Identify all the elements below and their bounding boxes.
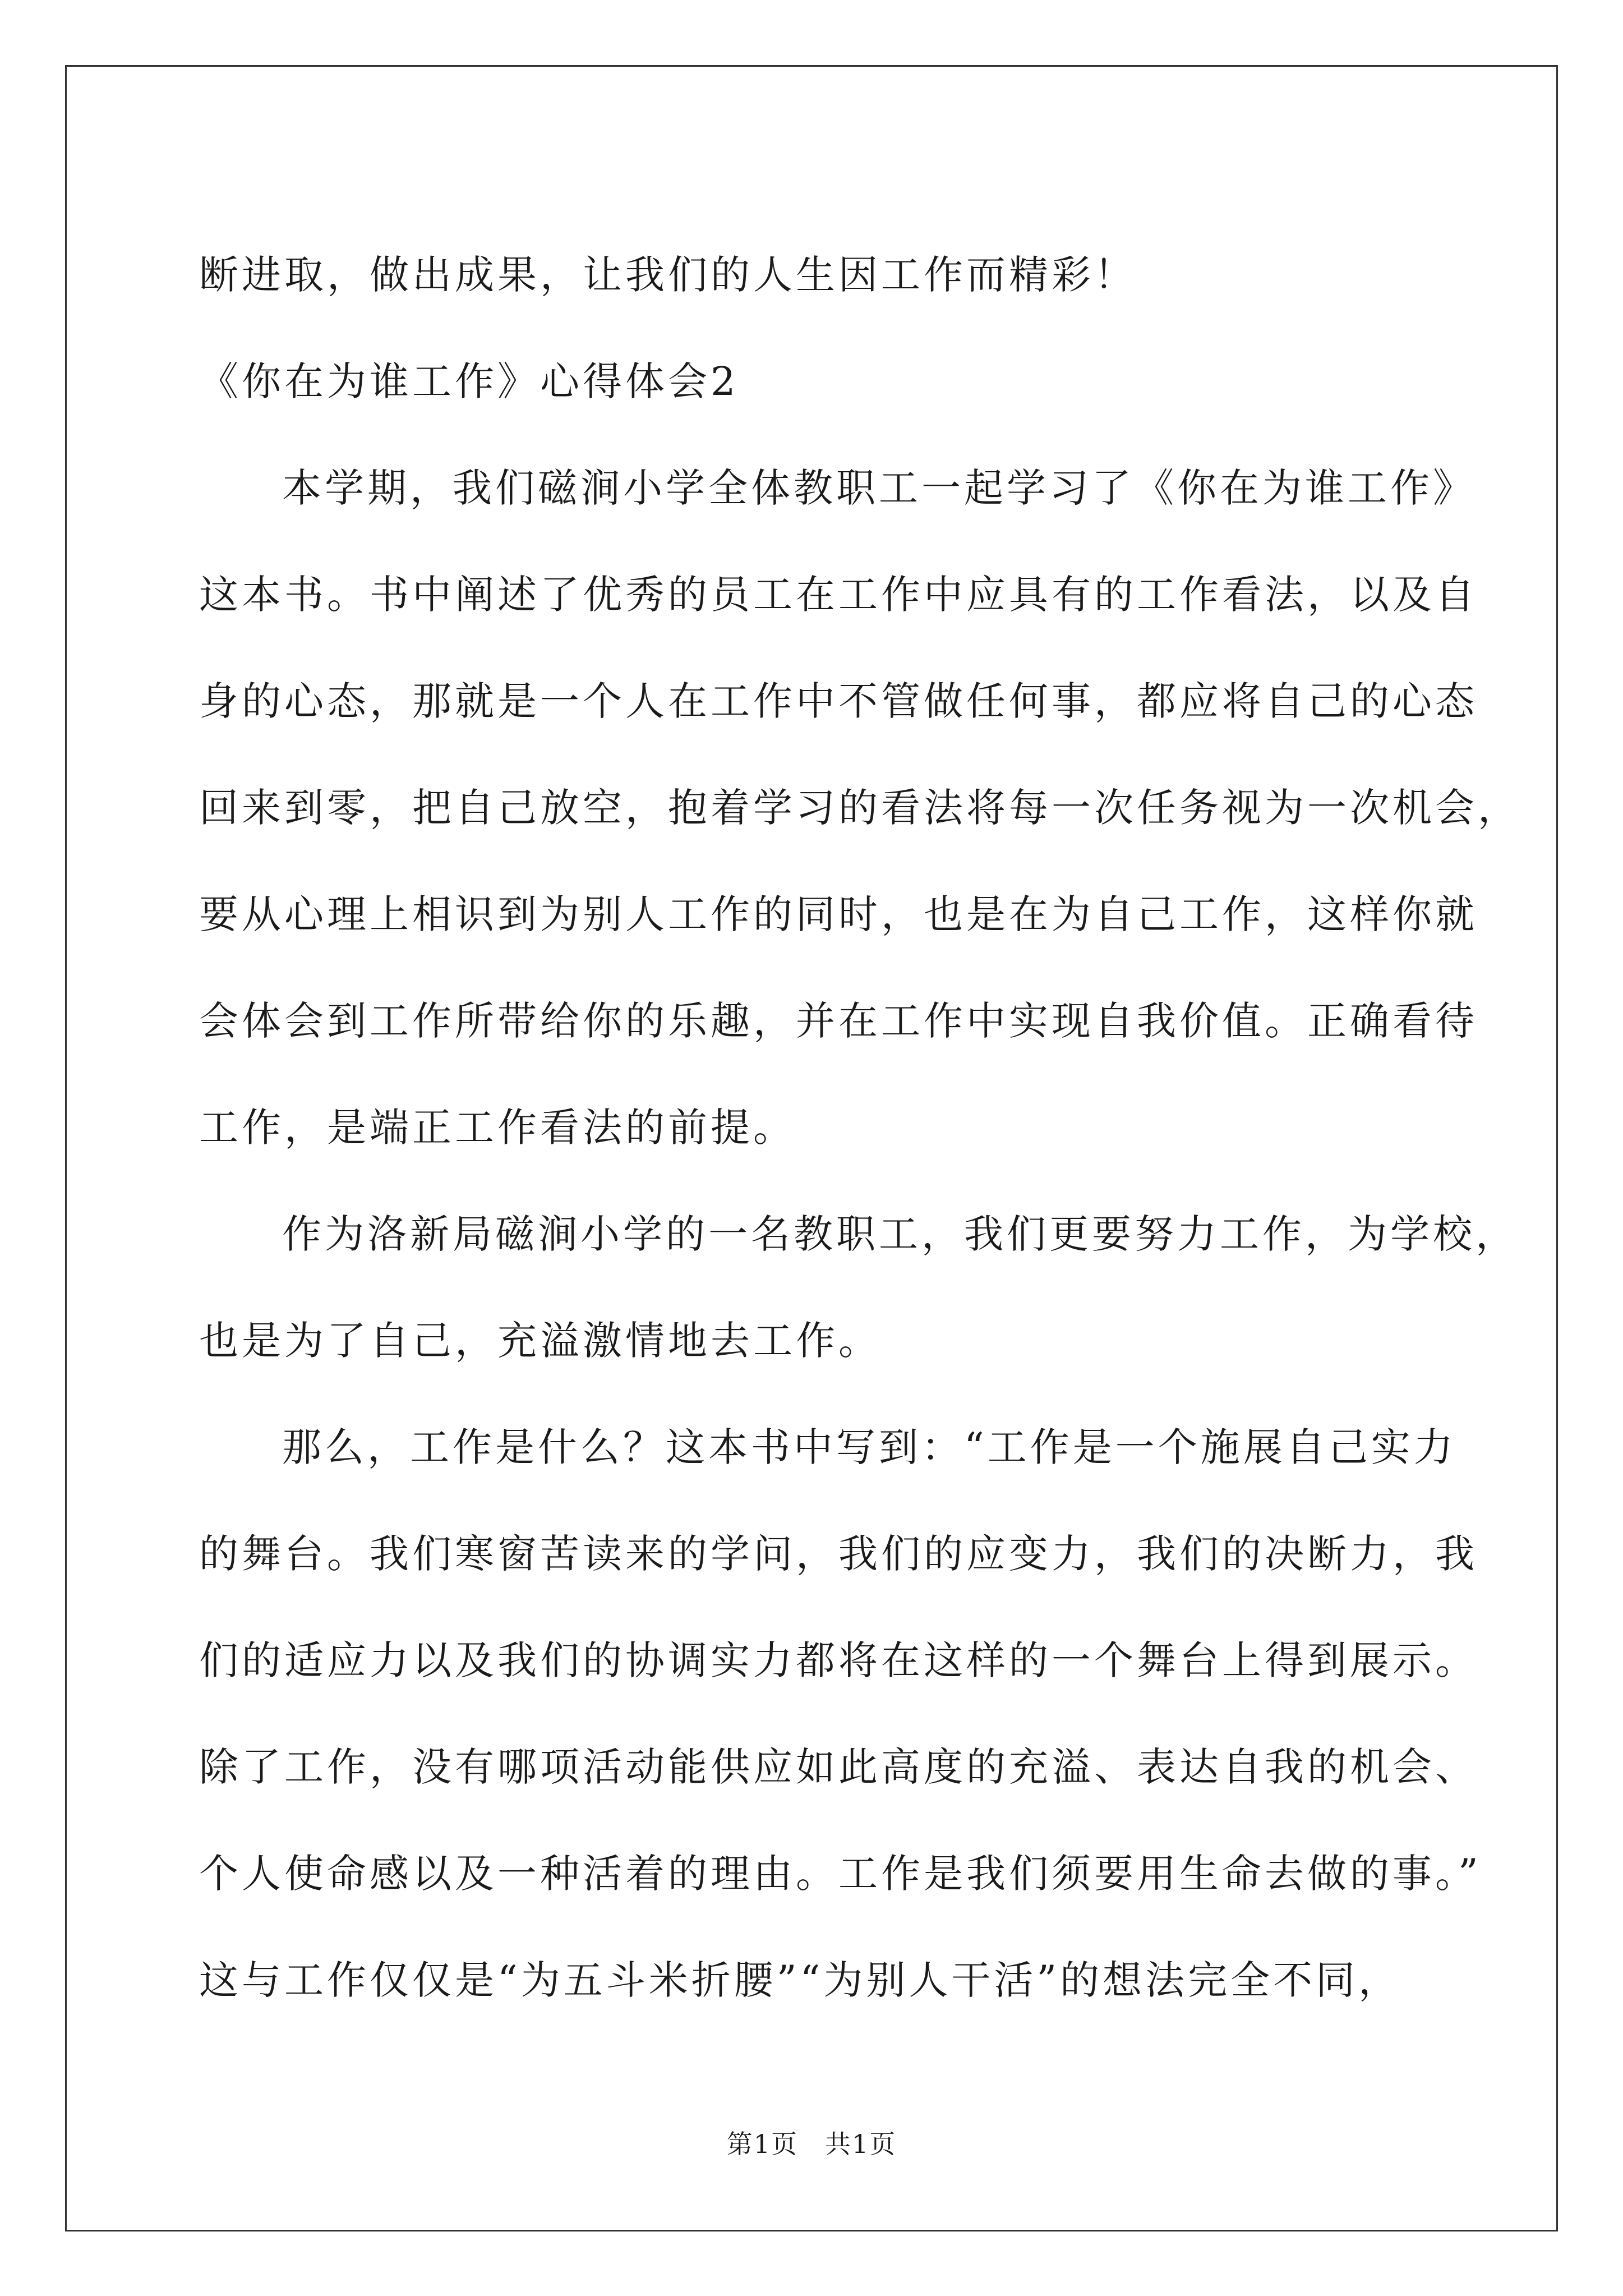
- text-line: 要从心理上相识到为别人工作的同时，也是在为自己工作，这样你就: [199, 891, 1478, 937]
- text-line: 会体会到工作所带给你的乐趣，并在工作中实现自我价值。正确看待: [199, 998, 1478, 1044]
- text-line: 个人使命感以及一种活着的理由。工作是我们须要用生命去做的事。”: [199, 1851, 1482, 1897]
- paragraph-start: 那么，工作是什么？这本书中写到：“工作是一个施展自己实力: [282, 1424, 1456, 1470]
- page-footer: 第1页 共1页: [726, 2129, 897, 2159]
- text-line: 断进取，做出成果，让我们的人生因工作而精彩！: [199, 252, 1137, 298]
- paragraph-start: 作为洛新局磁涧小学的一名教职工，我们更要努力工作，为学校，: [282, 1211, 1518, 1257]
- text-line: 工作，是端正工作看法的前提。: [199, 1105, 796, 1151]
- text-line: 这与工作仅仅是“为五斗米折腰”“为别人干活”的想法完全不同，: [199, 1957, 1401, 2003]
- text-line: 除了工作，没有哪项活动能供应如此高度的充溢、表达自我的机会、: [199, 1744, 1478, 1790]
- text-line: 这本书。书中阐述了优秀的员工在工作中应具有的工作看法，以及自: [199, 572, 1478, 618]
- section-heading: 《你在为谁工作》心得体会2: [199, 358, 739, 404]
- text-line: 的舞台。我们寒窗苦读来的学问，我们的应变力，我们的决断力，我: [199, 1531, 1478, 1577]
- text-line: 们的适应力以及我们的协调实力都将在这样的一个舞台上得到展示。: [199, 1637, 1478, 1683]
- text-line: 也是为了自己，充溢激情地去工作。: [199, 1318, 881, 1364]
- text-line: 身的心态，那就是一个人在工作中不管做任何事，都应将自己的心态: [199, 678, 1478, 724]
- text-line: 回来到零，把自己放空，抱着学习的看法将每一次任务视为一次机会，: [199, 785, 1520, 831]
- paragraph-start: 本学期，我们磁涧小学全体教职工一起学习了《你在为谁工作》: [282, 465, 1476, 511]
- document-body: [199, 222, 1520, 2033]
